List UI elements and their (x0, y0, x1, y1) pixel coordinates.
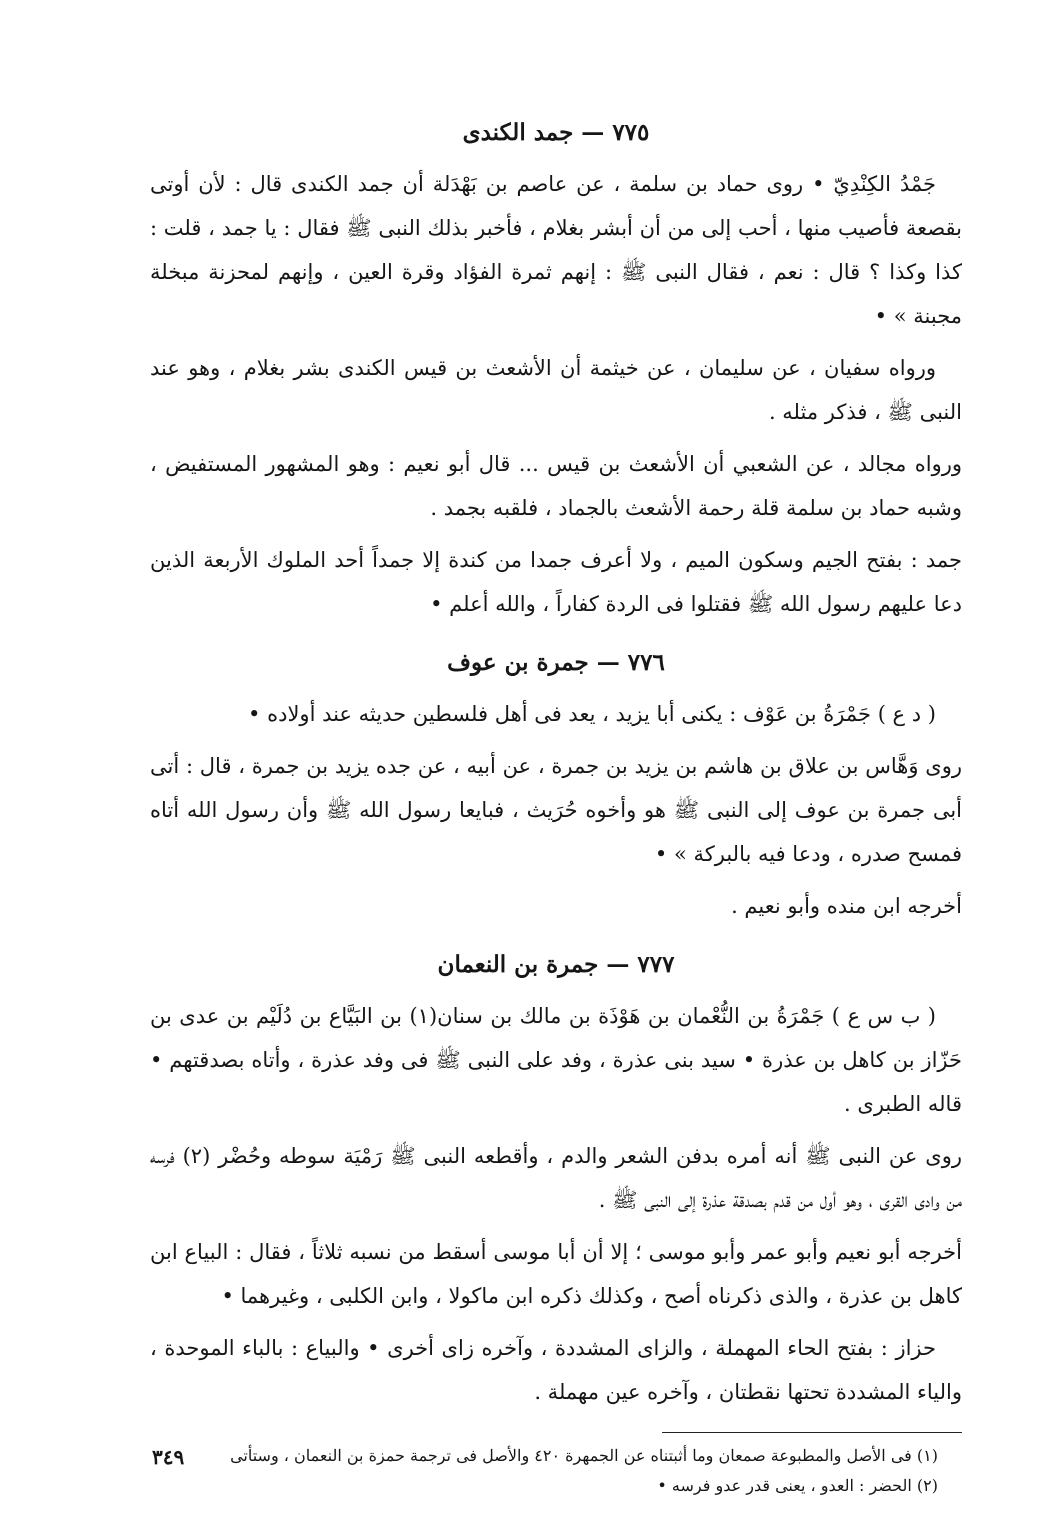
footnote: (٢) الحضر : العدو ، يعنى قدر عدو فرسه • (657, 1475, 938, 1495)
paragraph: حزاز : بفتح الحاء المهملة ، والزاى المشددة ، وآخره زاى أخرى • والبياع : بالباء الموحدة ، والياء المشددة تحتها نقطتان ، وآخره عين مهملة . (150, 1335, 962, 1404)
entry-title-776: ٧٧٦ — جمرة بن عوف (447, 648, 665, 676)
paragraph: أخرجه ابن منده وأبو نعيم . (731, 893, 962, 918)
paragraph: روى وَهَّاس بن علاق بن هاشم بن يزيد بن جمرة ، عن أبيه ، عن جده يزيد بن جمرة ، قال : أتى أبى جمرة بن عوف إلى النبى ﷺ هو وأخوه حُرَيث ، فبايعا رسول الله ﷺ وأن رسول الله أتاه فمسح صدره ، ودعا فيه بالبركة » • (150, 753, 962, 866)
section-gap (150, 634, 962, 648)
paragraph: روى عن النبى ﷺ أنه أمره بدفن الشعر والدم ، وأقطعه النبى ﷺ رَمْيَة سوطه وحُضْر (٢) فرسه من وادى القرى ، وهو أول من قدم بصدقة عذرة إلى النبى ﷺ . (150, 1143, 962, 1212)
footnote-divider (662, 1432, 962, 1433)
paragraph: ورواه سفيان ، عن سليمان ، عن خيثمة أن الأشعث بن قيس الكندى بشر بغلام ، وهو عند النبى ﷺ ، فذكر مثله . (150, 355, 962, 424)
paragraph: جَمْدُ الكِنْدِيّ • روى حماد بن سلمة ، عن عاصم بن بَهْدَلة أن جمد الكندى قال : لأن أوتى بقصعة فأصيب منها ، أحب إلى من أن أبشر بغلام ، فأخبر بذلك النبى ﷺ فقال : يا جمد ، قلت : كذا وكذا ؟ قال : نعم ، فقال النبى ﷺ : إنهم ثمرة الفؤاد وقرة العين ، وإنهم لمحزنة مبخلة مجبنة » • (150, 171, 962, 328)
section-gap (150, 936, 962, 950)
paragraph: ( د ع ) جَمْرَةُ بن عَوْف : يكنى أبا يزيد ، يعد فى أهل فلسطين حديثه عند أولاده • (248, 701, 936, 726)
footnote: (١) فى الأصل والمطبوعة صمعان وما أثبتناه عن الجمهرة ٤٢٠ والأصل فى ترجمة حمزة بن النعمان ، وستأتى (230, 1445, 938, 1465)
paragraph: ورواه مجالد ، عن الشعبي أن الأشعث بن قيس ... قال أبو نعيم : وهو المشهور المستفيض ، وشبه حماد بن سلمة قلة رحمة الأشعث بالجماد ، فلقبه بجمد . (150, 451, 962, 520)
entry-title-775: ٧٧٥ — جمد الكندى (462, 119, 650, 146)
paragraph: ( ب س ع ) جَمْرَةُ بن النُّعْمان بن هَوْذَة بن مالك بن سنان(١) بن البَيَّاع بن دُلَيْم بن عدى بن حَزّاز بن كاهل بن عذرة • سيد بنى عذرة ، وفد على النبى ﷺ فى وفد عذرة ، وأتاه بصدقتهم • قاله الطبرى . (150, 1003, 962, 1116)
page-number: ٣٤٩ (152, 1445, 185, 1469)
paragraph: جمد : بفتح الجيم وسكون الميم ، ولا أعرف جمدا من كندة إلا جمداً أحد الملوك الأربعة الذين دعا عليهم رسول الله ﷺ فقتلوا فى الردة كفاراً ، والله أعلم • (150, 547, 962, 616)
paragraph: أخرجه أبو نعيم وأبو عمر وأبو موسى ؛ إلا أن أبا موسى أسقط من نسبه ثلاثاً ، فقال : البياع ابن كاهل بن عذرة ، والذى ذكرناه أصح ، وكذلك ذكره ابن ماكولا ، وابن الكلبى ، وغيرهما • (150, 1239, 962, 1308)
entry-title-777: ٧٧٧ — جمرة بن النعمان (437, 950, 675, 978)
